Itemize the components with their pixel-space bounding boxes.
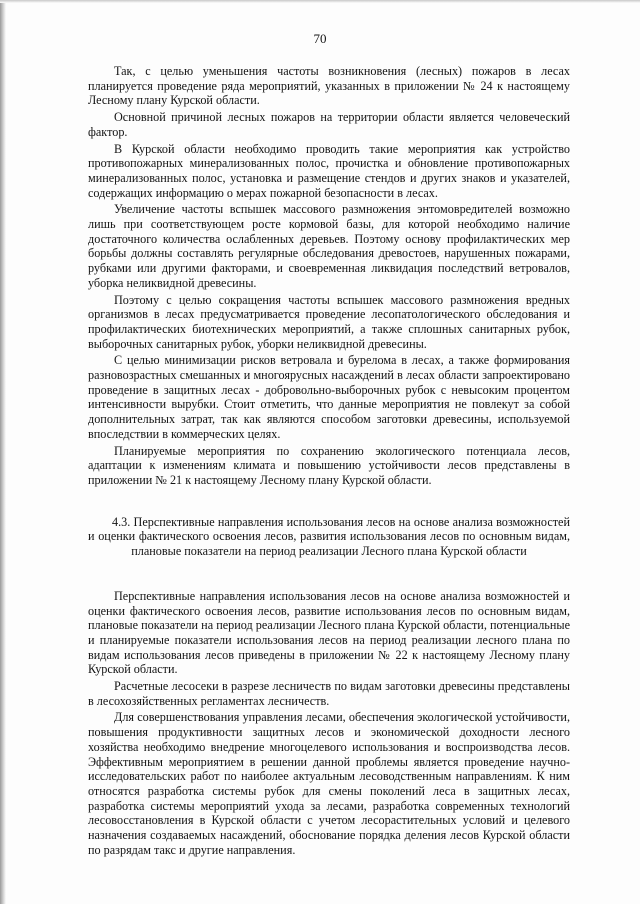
paragraph: Перспективные направления использования лесов на основе анализа возможностей и оценки фактического освоения лесов, развитие использования лесов по основным видам, плановые показатели на период реализации Лесного плана Курской области, потенциальные и планируемые показатели использования лесов на период реализации лесного плана по видам использования лесов приведены в приложении № 22 к настоящему Лесному плану Курской области.: [88, 588, 570, 677]
paragraph: Расчетные лесосеки в разрезе лесничеств по видам заготовки древесины представлены в лесохозяйственных регламентах лесничеств.: [88, 679, 570, 708]
paragraph: Поэтому с целью сокращения частоты вспышек массового размножения вредных организмов в лесах предусматривается проведение лесопатологического обследования и профилактических биотехнических мероприятий, а также сплошных санитарных рубок, выборочных санитарных рубок, уборки неликвидной древесины.: [88, 292, 570, 351]
paragraph: Для совершенствования управления лесами, обеспечения экологической устойчивости, повышения продуктивности защитных лесов и экономической доходности лесного хозяйства необходимо внедрение многоцелевого использования и воспроизводства лесов. Эффективным мероприятием в решении данной проблемы является проведение научно-исследовательских работ по наиболее актуальным лесоводственным направлениям. К ним относятся разработка системы рубок для смены поколений леса в защитных лесах, разработка системы мероприятий ухода за лесами, разработка современных технологий лесовосстановления в Курской области с учетом лесорастительных условий и целевого назначения создаваемых насаждений, обоснование порядка деления лесов Курской области по разрядам такс и другие направления.: [88, 710, 570, 857]
scan-shadow-left: [0, 0, 6, 904]
scan-shadow-top: [0, 0, 640, 3]
paragraph: Так, с целью уменьшения частоты возникновения (лесных) пожаров в лесах планируется проведение ряда мероприятий, указанных в приложении № 24 к настоящему Лесному плану Курской области.: [88, 64, 570, 108]
section-heading: 4.3. Перспективные направления использования лесов на основе анализа возможностей и оценки фактического освоения лесов, развития использования лесов по основным видам, плановые показатели на период реализации Лесного плана Курской области: [88, 514, 570, 559]
document-body: [88, 64, 570, 859]
paragraph: Увеличение частоты вспышек массового размножения энтомовредителей возможно лишь при соответствующем росте кормовой базы, для которой необходимо наличие достаточного количества ослабленных деревьев. Поэтому основу профилактических мер борьбы должны составлять регулярные обследования древостоев, нарушенных пожарами, рубками или другими факторами, и своевременная ликвидация последствий ветровалов, уборка неликвидной древесины.: [88, 202, 570, 290]
page-number: 70: [313, 31, 327, 46]
paragraph: С целью минимизации рисков ветровала и бурелома в лесах, а также формирования разновозрастных смешанных и многоярусных насаждений в лесах области запроектировано проведение в защитных лесах - добровольно-выборочных рубок с невысоким процентом интенсивности вырубки. Стоит отметить, что данные мероприятия не повлекут за собой дополнительных затрат, так как являются способом заготовки древесины, используемой впоследствии в коммерческих целях.: [88, 353, 570, 441]
paragraph: Планируемые мероприятия по сохранению экологического потенциала лесов, адаптации к изменениям климата и повышению устойчивости лесов представлены в приложении № 21 к настоящему Лесному плану Курской области.: [88, 443, 570, 487]
paragraph: В Курской области необходимо проводить такие мероприятия как устройство противопожарных минерализованных полос, прочистка и обновление противопожарных минерализованных полос, установка и размещение стендов и других знаков и указателей, содержащих информацию о мерах пожарной безопасности в лесах.: [88, 141, 570, 200]
spacer: [88, 559, 570, 589]
paragraph: Основной причиной лесных пожаров на территории области является человеческий фактор.: [88, 110, 570, 139]
